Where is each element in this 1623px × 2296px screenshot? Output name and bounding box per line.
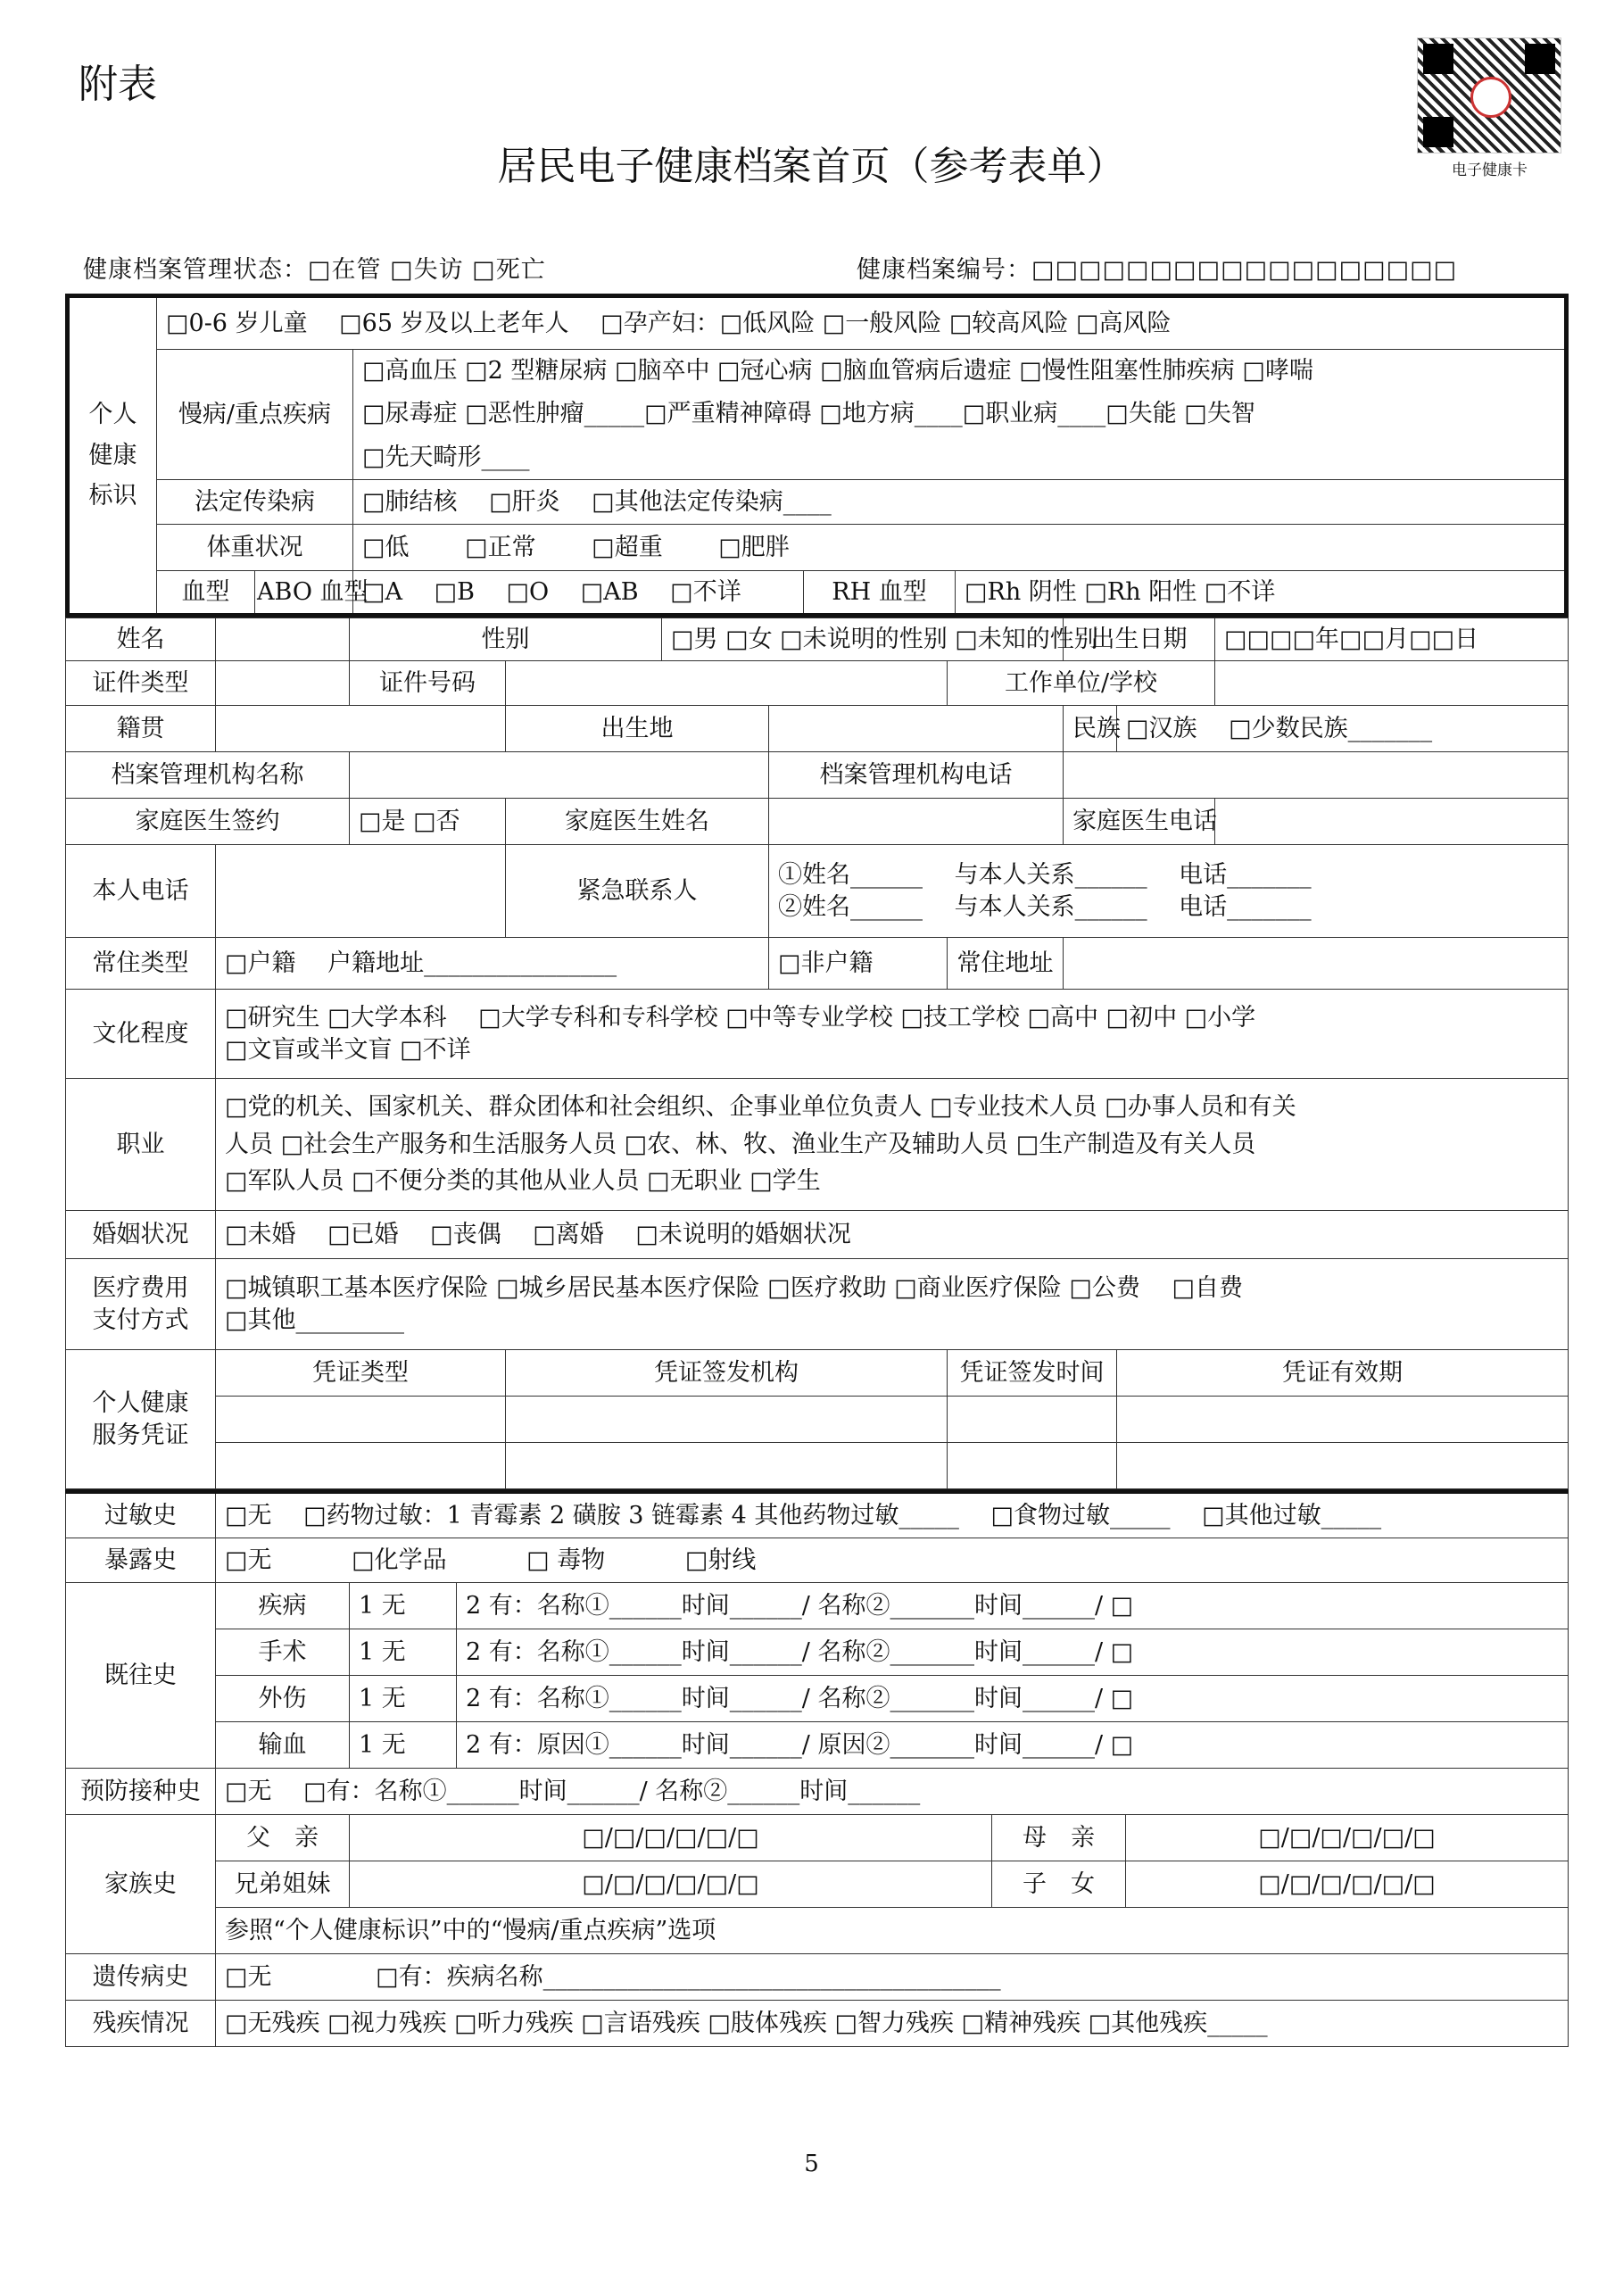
cert-cell[interactable] [1117,1443,1569,1489]
occupation-options-3[interactable]: □军队人员 □不便分类的其他从业人员 □无职业 □学生 [225,1167,821,1196]
transfusion-label: 输血 [216,1722,350,1769]
doctor-sign-label: 家庭医生签约 [66,799,350,845]
sex-label: 性别 [350,618,662,661]
siblings-label: 兄弟姐妹 [216,1861,350,1908]
weight-options[interactable]: □低 □正常 □超重 □肥胖 [353,525,1567,571]
phone-field[interactable] [216,845,506,938]
injury-entries[interactable]: 2 有：名称①______时间______/ 名称②_______时间______/ □ [457,1676,1569,1722]
disease-entries[interactable]: 2 有：名称①______时间______/ 名称②_______时间______/ □ [457,1583,1569,1629]
residence-address-label: 常住地址 [948,938,1064,990]
education-options-1[interactable]: □研究生 □大学本科 □大学专科和专科学校 □中等专业学校 □技工学校 □高中 □初中 □小学 [225,1004,1256,1032]
surgery-entries[interactable]: 2 有：名称①______时间______/ 名称②_______时间______/ □ [457,1629,1569,1676]
rh-options[interactable]: □Rh 阴性 □Rh 阳性 □不详 [956,571,1567,616]
mother-boxes[interactable]: □/□/□/□/□/□ [1126,1815,1569,1861]
weight-label: 体重状况 [157,525,353,571]
surgery-none[interactable]: 1 无 [350,1629,457,1676]
basic-info-table [65,618,1569,1489]
chronic-options-2[interactable]: □尿毒症 □恶性肿瘤_____□严重精神障碍 □地方病____□职业病____□失能 □失智 [353,393,1567,435]
disability-label: 残疾情况 [66,2001,216,2047]
org-name-label: 档案管理机构名称 [66,752,350,799]
allergy-options[interactable]: □无 □药物过敏：1 青霉素 2 磺胺 3 链霉素 4 其他药物过敏_____ □食物过敏_____ □其他过敏_____ [216,1492,1569,1538]
cert-cell[interactable] [216,1443,506,1489]
emergency-contacts [769,845,1569,938]
infectious-label: 法定传染病 [157,480,353,525]
name-label: 姓名 [66,618,216,661]
cert-cell[interactable] [948,1443,1117,1489]
blood-type-label: 血型 [157,571,255,616]
vaccine-options[interactable]: □无 □有：名称①______时间______/ 名称②______时间______ [216,1769,1569,1815]
occupation-options-2[interactable]: 人员 □社会生产服务和生活服务人员 □农、林、牧、渔业生产及辅助人员 □生产制造及有关人员 [225,1130,1256,1158]
family-note: 参照“个人健康标识”中的“慢病/重点疾病”选项 [216,1908,1569,1954]
past-history-label: 既往史 [66,1583,216,1769]
cert-cell[interactable] [1117,1397,1569,1443]
ethnic-options[interactable]: □汉族 □少数民族_______ [1117,706,1569,752]
health-id-label: 个人健康标识 [68,296,157,616]
occupation-options [216,1079,1569,1211]
cert-cell[interactable] [216,1397,506,1443]
health-id-table [65,294,1569,618]
doctor-sign-options[interactable]: □是 □否 [350,799,506,845]
work-field[interactable] [1215,661,1569,706]
family-history-label: 家族史 [66,1815,216,1954]
population-groups[interactable]: □0-6 岁儿童 □65 岁及以上老年人 □孕产妇：□低风险 □一般风险 □较高风险 □高风险 [157,296,1567,350]
exposure-options[interactable]: □无 □化学品 □ 毒物 □射线 [216,1538,1569,1583]
record-status[interactable]: 健康档案管理状态：□在管 □失访 □死亡 [83,256,546,284]
father-label: 父 亲 [216,1815,350,1861]
non-residence-option[interactable]: □非户籍 [769,938,948,990]
cert-cell[interactable] [506,1397,948,1443]
disease-none[interactable]: 1 无 [350,1583,457,1629]
injury-none[interactable]: 1 无 [350,1676,457,1722]
native-field[interactable] [216,706,506,752]
cert-cell[interactable] [506,1443,948,1489]
children-boxes[interactable]: □/□/□/□/□/□ [1126,1861,1569,1908]
genetic-options[interactable]: □无 □有：疾病名称______________________________________ [216,1954,1569,2001]
emergency-contact-2[interactable]: ②姓名______ 与本人关系______ 电话_______ [778,892,1312,921]
mother-label: 母 亲 [992,1815,1126,1861]
transfusion-none[interactable]: 1 无 [350,1722,457,1769]
certificate-label: 个人健康服务凭证 [66,1350,216,1489]
health-card-logo-icon [1470,77,1511,118]
injury-label: 外伤 [216,1676,350,1722]
cert-time-header: 凭证签发时间 [948,1350,1117,1397]
chronic-options-3[interactable]: □先天畸形____ [353,435,1567,480]
phone-label: 本人电话 [66,845,216,938]
birthplace-label: 出生地 [506,706,769,752]
transfusion-entries[interactable]: 2 有：原因①______时间______/ 原因②_______时间______/ □ [457,1722,1569,1769]
children-label: 子 女 [992,1861,1126,1908]
chronic-options-1[interactable]: □高血压 □2 型糖尿病 □脑卒中 □冠心病 □脑血管病后遗症 □慢性阻塞性肺疾病 □哮喘 [353,350,1567,393]
org-phone-label: 档案管理机构电话 [769,752,1064,799]
abo-label: ABO 血型 [255,571,353,616]
rh-label: RH 血型 [804,571,956,616]
appendix-label: 附表 [79,62,157,107]
id-type-label: 证件类型 [66,661,216,706]
birth-field[interactable]: □□□□年□□月□□日 [1215,618,1569,661]
emergency-label: 紧急联系人 [506,845,769,938]
education-options-2[interactable]: □文盲或半文盲 □不详 [225,1035,471,1064]
residence-options[interactable]: □户籍 户籍地址________________ [216,938,769,990]
payment-options-1[interactable]: □城镇职工基本医疗保险 □城乡居民基本医疗保险 □医疗救助 □商业医疗保险 □公费 □自费 [225,1274,1243,1303]
surgery-label: 手术 [216,1629,350,1676]
siblings-boxes[interactable]: □/□/□/□/□/□ [350,1861,992,1908]
residence-address-field[interactable] [1064,938,1569,990]
history-table [65,1489,1569,2047]
id-number-label: 证件号码 [350,661,506,706]
qr-caption: 电子健康卡 [1452,162,1528,179]
id-number-field[interactable] [506,661,948,706]
education-options [216,990,1569,1079]
work-label: 工作单位/学校 [948,661,1215,706]
health-record-form [65,294,1569,2047]
ethnic-label: 民族 [1064,706,1117,752]
payment-options-2[interactable]: □其他_________ [225,1305,405,1334]
infectious-options[interactable]: □肺结核 □肝炎 □其他法定传染病____ [353,480,1567,525]
page-number: 5 [804,2151,819,2177]
payment-options [216,1259,1569,1350]
cert-cell[interactable] [948,1397,1117,1443]
father-boxes[interactable]: □/□/□/□/□/□ [350,1815,992,1861]
genetic-label: 遗传病史 [66,1954,216,2001]
allergy-label: 过敏史 [66,1492,216,1538]
occupation-options-1[interactable]: □党的机关、国家机关、群众团体和社会组织、企事业单位负责人 □专业技术人员 □办事人员和有关 [225,1092,1296,1121]
native-label: 籍贯 [66,706,216,752]
birthplace-field[interactable] [769,706,1064,752]
cert-valid-header: 凭证有效期 [1117,1350,1569,1397]
id-type-field[interactable] [216,661,350,706]
payment-label: 医疗费用支付方式 [66,1259,216,1350]
org-name-field[interactable] [350,752,769,799]
disease-label: 疾病 [216,1583,350,1629]
exposure-label: 暴露史 [66,1538,216,1583]
chronic-disease-label: 慢病/重点疾病 [157,350,353,480]
cert-type-header: 凭证类型 [216,1350,506,1397]
emergency-contact-1[interactable]: ①姓名______ 与本人关系______ 电话_______ [778,861,1312,890]
marriage-options[interactable]: □未婚 □已婚 □丧偶 □离婚 □未说明的婚姻状况 [216,1211,1569,1259]
occupation-label: 职业 [66,1079,216,1211]
birth-label: 出生日期 [1064,618,1215,661]
abo-options[interactable]: □A □B □O □AB □不详 [353,571,804,616]
doctor-phone-label: 家庭医生电话 [1064,799,1215,845]
name-field[interactable] [216,618,350,661]
disability-options[interactable]: □无残疾 □视力残疾 □听力残疾 □言语残疾 □肢体残疾 □智力残疾 □精神残疾 □其他残疾_____ [216,2001,1569,2047]
marriage-label: 婚姻状况 [66,1211,216,1259]
page-title: 居民电子健康档案首页（参考表单） [497,144,1126,189]
residence-label: 常住类型 [66,938,216,990]
cert-org-header: 凭证签发机构 [506,1350,948,1397]
record-number[interactable]: 健康档案编号：□□□□□□□□□□□□□□□□□□ [857,256,1458,284]
sex-options[interactable]: □男 □女 □未说明的性别 □未知的性别 [662,618,1064,661]
org-phone-field[interactable] [1064,752,1569,799]
education-label: 文化程度 [66,990,216,1079]
doctor-name-field[interactable] [769,799,1064,845]
vaccine-label: 预防接种史 [66,1769,216,1815]
doctor-phone-field[interactable] [1215,799,1569,845]
doctor-name-label: 家庭医生姓名 [506,799,769,845]
